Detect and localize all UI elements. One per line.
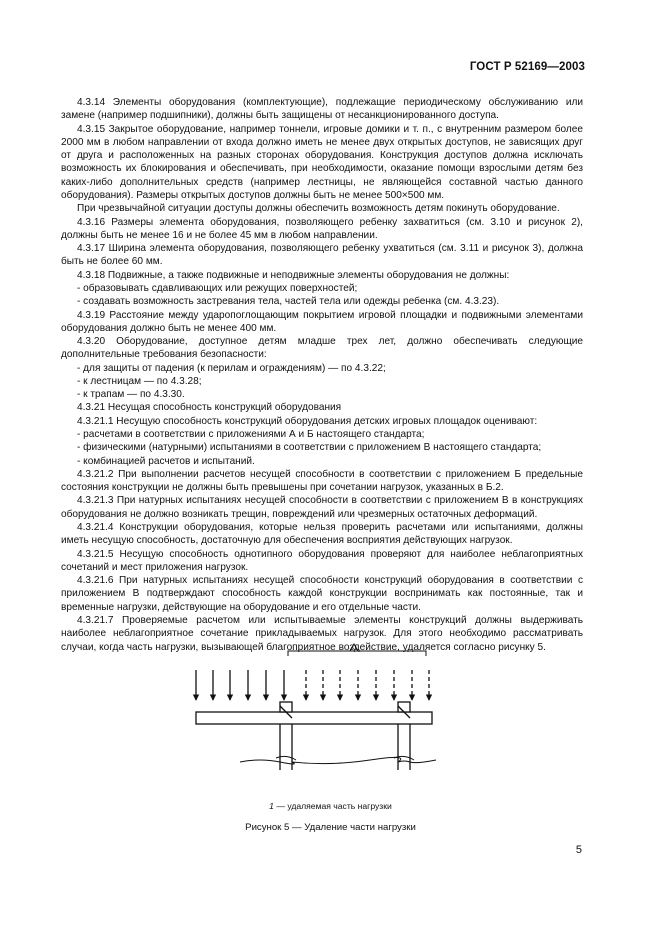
body-text — [61, 96, 583, 654]
callout-bracket — [288, 644, 426, 656]
right-post — [398, 702, 410, 770]
list-item: - комбинацией расчетов и испытаний. — [77, 455, 255, 467]
legend-number: 1 — [269, 801, 274, 811]
list-item: - расчетами в соответствии с приложениями А и Б настоящего стандарта; — [77, 429, 425, 441]
document-header: ГОСТ Р 52169—2003 — [469, 61, 585, 73]
paragraph-4-3-18: 4.3.18 Подвижные, а также подвижные и неподвижные элементы оборудования не должны: — [77, 269, 510, 281]
paragraph-4-3-21-2: 4.3.21.2 При выполнении расчетов несущей способности в соответствии с приложением Б предельные состояния конструкции не должны быть превышены при сочетании нагрузок, указанных в Б.2. — [61, 468, 583, 494]
paragraph-4-3-14: 4.3.14 Элементы оборудования (комплектующие), подлежащие периодическому обслуживанию или замене (например подшипники), должны быть защищены от несанкционированного доступа. — [61, 97, 583, 122]
paragraph-4-3-21-7: 4.3.21.7 Проверяемые расчетом или испытываемые элементы конструкций должны выдерживать наиболее неблагоприятное сочетание прикладываемых нагрузок. Для этого необходимо рассматривать случаи, когда часть нагрузки, вызывающей благоприятное воздействие, удаляется согласно рисунку 5. — [61, 614, 583, 653]
list-item: - к лестницам — по 4.3.28; — [77, 375, 202, 387]
paragraph-4-3-21-1: 4.3.21.1 Несущую способность конструкций оборудования детских игровых площадок оценивают: — [77, 415, 538, 427]
paragraph-4-3-21-3: 4.3.21.3 При натурных испытаниях несущей способности в соответствии с приложением В в конструкциях оборудования не должно возникать трещин, повреждений или чрезмерных остаточных деформаций. — [61, 495, 583, 520]
ground-line — [240, 756, 436, 764]
paragraph-4-3-21-5: 4.3.21.5 Несущую способность однотипного оборудования проверяют для наиболее неблагоприятных сочетаний и мест приложения нагрузок. — [61, 548, 583, 573]
figure-legend — [0, 801, 661, 811]
paragraph-4-3-20: 4.3.20 Оборудование, доступное детям младше трех лет, должно обеспечивать следующие дополнительные требования безопасности: — [61, 336, 583, 361]
left-post — [280, 702, 292, 770]
load-arrows-permanent — [196, 670, 284, 700]
section-heading-4-3-21: 4.3.21 Несущая способность конструкций оборудования — [77, 402, 342, 414]
list-item: - к трапам — по 4.3.30. — [77, 389, 185, 401]
list-item: - физическими (натурными) испытаниями в соответствии с приложением В настоящего стандарта; — [77, 442, 542, 454]
page-number: 5 — [575, 844, 582, 856]
load-arrows-removable — [306, 670, 429, 700]
paragraph-4-3-17: 4.3.17 Ширина элемента оборудования, позволяющего ребенку ухватиться (см. 3.11 и рисунок 3), должна быть не более 60 мм. — [61, 243, 583, 268]
legend-text: — удаляемая часть нагрузки — [273, 801, 392, 811]
figure-caption: Рисунок 5 — Удаление части нагрузки — [245, 822, 416, 833]
paragraph-4-3-19: 4.3.19 Расстояние между ударопоглощающим покрытием игровой площадки и подвижными элементами оборудования должно быть не менее 400 мм. — [61, 309, 583, 334]
paragraph-emergency: При чрезвычайной ситуации доступы должны обеспечить возможность детям покинуть оборудование. — [77, 203, 560, 215]
paragraph-4-3-21-6: 4.3.21.6 При натурных испытаниях несущей способности конструкций оборудования в соответствии с приложением В подтверждают способность каждой конструкции воспринимать как постоянные, так и временные нагрузки, действующие на оборудование и его отдельные части. — [61, 575, 583, 613]
list-item: - образовывать сдавливающих или режущих поверхностей; — [77, 282, 358, 294]
paragraph-4-3-21-4: 4.3.21.4 Конструкции оборудования, которые нельзя проверить расчетами или испытаниями, должны иметь несущую способность, достаточную для обеспечения восприятия действующих нагрузок. — [61, 522, 583, 547]
list-item: - для защиты от падения (к перилам и ограждениям) — по 4.3.22; — [77, 362, 386, 374]
paragraph-4-3-15: 4.3.15 Закрытое оборудование, например тоннели, игровые домики и т. п., с внутренним размером более 2000 мм в любом направлении от входа должно иметь не менее двух открытых доступов, не зависящих друг от друга и расположенных на разных сторонах оборудования. Конструкция доступов должна исключать возможность их блокирования и обеспечивать, при необходимости, оказание помощи взрослыми детям без каких-либо дополнительных средств (например лестницы, не являющейся составной частью данного оборудования). Размеры открытых доступов должны быть не менее 500×500 мм. — [61, 123, 583, 201]
load-removal-figure — [180, 642, 440, 772]
list-item: - создавать возможность застревания тела, частей тела или одежды ребенка (см. 4.3.23). — [77, 296, 500, 308]
paragraph-4-3-16: 4.3.16 Размеры элемента оборудования, позволяющего ребенку захватиться (см. 3.10 и рисунок 2), должны быть не менее 16 и не более 45 мм в любом направлении. — [61, 216, 583, 241]
beam — [196, 712, 432, 724]
callout-label — [352, 642, 358, 643]
